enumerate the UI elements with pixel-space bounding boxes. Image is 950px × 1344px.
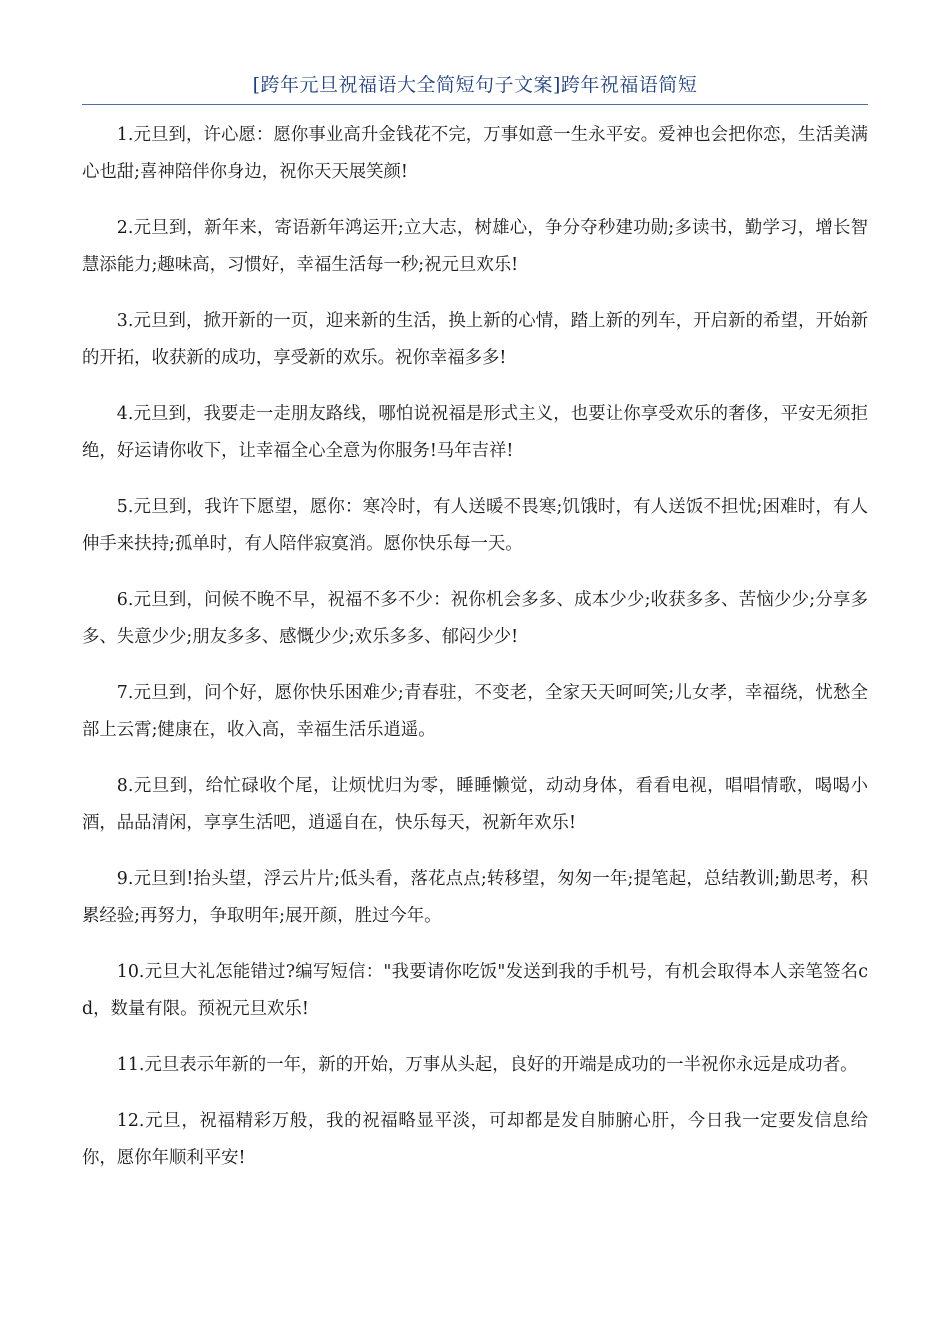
paragraph: 2.元旦到，新年来，寄语新年鸿运开;立大志，树雄心，争分夺秒建功勋;多读书，勤学习，增长智慧添能力;趣味高，习惯好，幸福生活每一秒;祝元旦欢乐! [82, 218, 868, 275]
paragraph: 7.元旦到，问个好，愿你快乐困难少;青春驻，不变老，全家天天呵呵笑;儿女孝，幸福绕，忧愁全部上云霄;健康在，收入高，幸福生活乐逍遥。 [82, 683, 868, 740]
document-page [82, 70, 868, 1196]
paragraph: 6.元旦到，问候不晚不早，祝福不多不少：祝你机会多多、成本少少;收获多多、苦恼少少;分享多多、失意少少;朋友多多、感慨少少;欢乐多多、郁闷少少! [82, 590, 868, 647]
paragraph: 8.元旦到，给忙碌收个尾，让烦忧归为零，睡睡懒觉，动动身体，看看电视，唱唱情歌，喝喝小酒，品品清闲，享享生活吧，逍遥自在，快乐每天，祝新年欢乐! [82, 776, 868, 833]
paragraph-list [82, 117, 868, 1177]
paragraph: 1.元旦到，许心愿：愿你事业高升金钱花不完，万事如意一生永平安。爱神也会把你恋，生活美满心也甜;喜神陪伴你身边，祝你天天展笑颜! [82, 125, 868, 182]
paragraph: 10.元旦大礼怎能错过?编写短信："我要请你吃饭"发送到我的手机号，有机会取得本人亲笔签名cd，数量有限。预祝元旦欢乐! [82, 962, 868, 1019]
paragraph: 12.元旦，祝福精彩万般，我的祝福略显平淡，可却都是发自肺腑心肝，今日我一定要发信息给你，愿你年顺利平安! [82, 1111, 868, 1168]
paragraph: 5.元旦到，我许下愿望，愿你：寒冷时，有人送暖不畏寒;饥饿时，有人送饭不担忧;困难时，有人伸手来扶持;孤单时，有人陪伴寂寞消。愿你快乐每一天。 [82, 497, 868, 554]
page-header-title: [跨年元旦祝福语大全简短句子文案]跨年祝福语简短 [82, 70, 868, 105]
paragraph: 4.元旦到，我要走一走朋友路线，哪怕说祝福是形式主义，也要让你享受欢乐的奢侈，平安无须拒绝，好运请你收下，让幸福全心全意为你服务!马年吉祥! [82, 404, 868, 461]
paragraph: 9.元旦到!抬头望，浮云片片;低头看，落花点点;转移望，匆匆一年;提笔起，总结教训;勤思考，积累经验;再努力，争取明年;展开颜，胜过今年。 [82, 869, 868, 926]
paragraph: 11.元旦表示年新的一年，新的开始，万事从头起，良好的开端是成功的一半祝你永远是成功者。 [116, 1055, 858, 1075]
paragraph: 3.元旦到，掀开新的一页，迎来新的生活，换上新的心情，踏上新的列车，开启新的希望，开始新的开拓，收获新的成功，享受新的欢乐。祝你幸福多多! [82, 311, 868, 368]
